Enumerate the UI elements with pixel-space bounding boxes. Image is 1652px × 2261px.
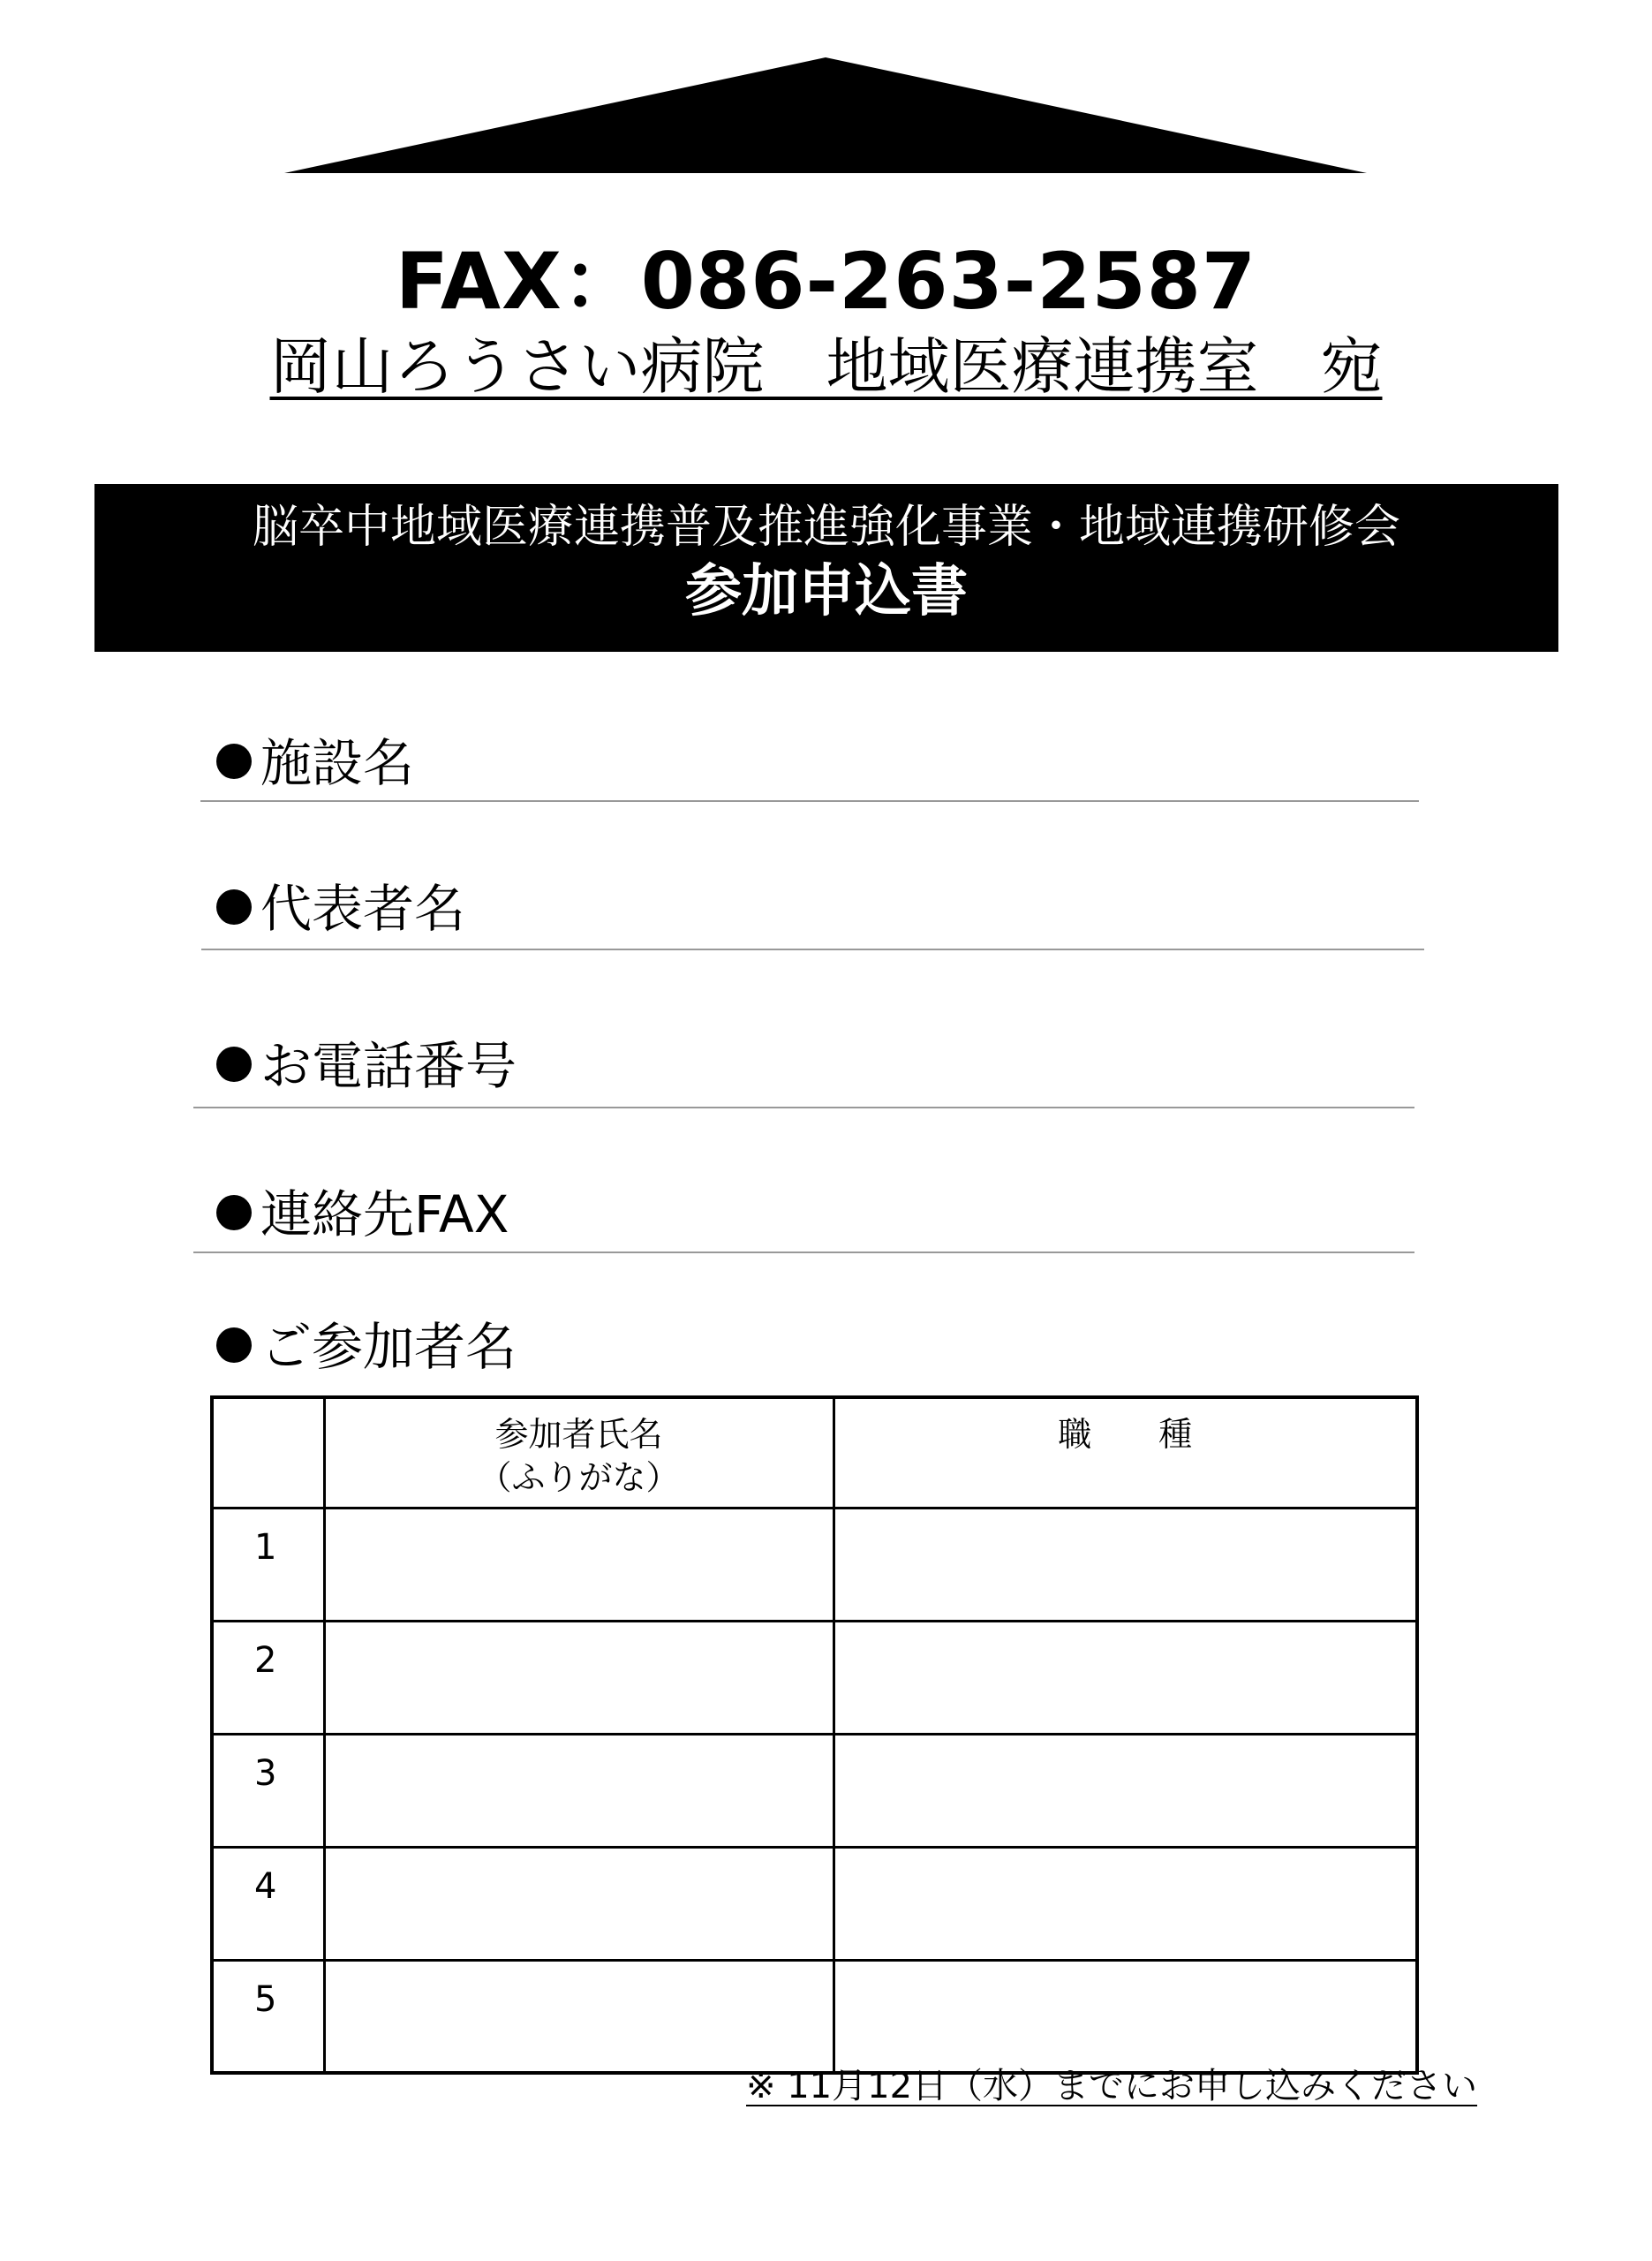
row-number: 5 [212, 1960, 324, 2073]
participants-label: ご参加者名 [260, 1317, 517, 1377]
table-row [212, 1734, 1417, 1847]
job-input-cell[interactable] [834, 1508, 1417, 1621]
name-input-cell[interactable] [324, 1847, 834, 1960]
form-title: 参加申込書 [685, 559, 968, 625]
phone-field [216, 1036, 517, 1096]
contact-fax-input-line[interactable] [193, 1251, 1414, 1253]
facility-field [216, 733, 415, 793]
row-number: 1 [212, 1508, 324, 1621]
bullet-icon [216, 1195, 252, 1230]
facility-label: 施設名 [260, 733, 415, 793]
representative-field [216, 879, 466, 939]
table-row [212, 1621, 1417, 1734]
representative-label: 代表者名 [260, 879, 466, 939]
bullet-icon [216, 744, 252, 779]
name-input-cell[interactable] [324, 1621, 834, 1734]
row-number: 2 [212, 1621, 324, 1734]
row-number: 3 [212, 1734, 324, 1847]
bullet-icon [216, 889, 252, 925]
table-row [212, 1960, 1417, 2073]
phone-input-line[interactable] [193, 1107, 1414, 1108]
header-furigana-label: （ふりがな） [478, 1458, 680, 1498]
facility-input-line[interactable] [200, 800, 1419, 802]
participants-field [216, 1317, 517, 1377]
header-number-cell [212, 1397, 324, 1508]
job-input-cell[interactable] [834, 1960, 1417, 2073]
roof-triangle [0, 0, 1652, 185]
name-input-cell[interactable] [324, 1734, 834, 1847]
header-name-cell [324, 1397, 834, 1508]
phone-label: お電話番号 [260, 1036, 517, 1096]
table-row [212, 1508, 1417, 1621]
header-name-label: 参加者氏名 [494, 1415, 663, 1454]
table-row [212, 1847, 1417, 1960]
participants-table [210, 1395, 1419, 2075]
addressee-line [0, 330, 1652, 403]
job-input-cell[interactable] [834, 1847, 1417, 1960]
addressee-text: 岡山ろうさい病院 地域医療連携室 宛 [269, 330, 1383, 403]
fax-number: FAX：086-263-2587 [395, 236, 1257, 327]
event-name: 脳卒中地域医療連携普及推進強化事業・地域連携研修会 [252, 501, 1400, 554]
contact-fax-label: 連絡先FAX [260, 1184, 509, 1244]
header-job-cell [834, 1397, 1417, 1508]
bullet-icon [216, 1047, 252, 1082]
title-banner [94, 484, 1558, 652]
contact-fax-field [216, 1184, 509, 1244]
table-header-row [212, 1397, 1417, 1508]
name-input-cell[interactable] [324, 1508, 834, 1621]
bullet-icon [216, 1327, 252, 1363]
job-input-cell[interactable] [834, 1621, 1417, 1734]
header-job-label: 職 種 [1058, 1415, 1193, 1454]
deadline-note: ※ 11月12日（水）までにお申し込みください [746, 2066, 1478, 2106]
row-number: 4 [212, 1847, 324, 1960]
name-input-cell[interactable] [324, 1960, 834, 2073]
representative-input-line[interactable] [201, 949, 1424, 950]
job-input-cell[interactable] [834, 1734, 1417, 1847]
